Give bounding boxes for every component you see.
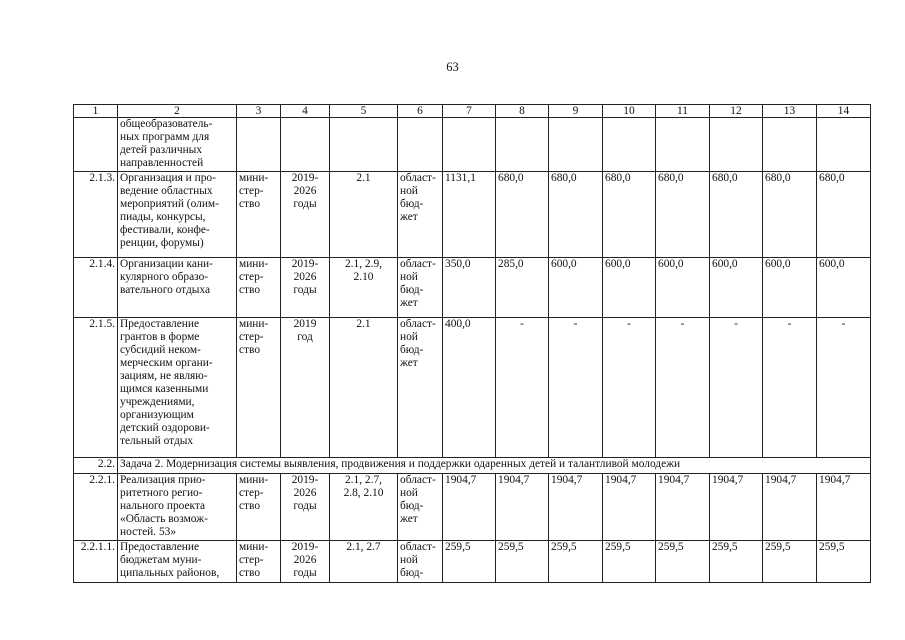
period: 2019- 2026 годы xyxy=(281,474,330,541)
budget-value: 1131,1 xyxy=(443,172,496,258)
activity-name: Организации кани- кулярного образо- вательного отдыха xyxy=(118,258,237,318)
budget-value: 259,5 xyxy=(656,541,710,583)
column-number-cell: 7 xyxy=(443,105,496,118)
table-row xyxy=(74,172,871,258)
budget-value: 600,0 xyxy=(763,258,817,318)
task-row xyxy=(74,458,871,474)
column-number-cell: 1 xyxy=(74,105,118,118)
budget-value: 259,5 xyxy=(817,541,871,583)
target-indicator xyxy=(330,118,398,172)
budget-value: 680,0 xyxy=(496,172,549,258)
row-number: 2.2.1.1. xyxy=(74,541,118,583)
funding-source: област- ной бюд- жет xyxy=(398,258,443,318)
budget-value: 600,0 xyxy=(710,258,763,318)
target-indicator: 2.1, 2.9, 2.10 xyxy=(330,258,398,318)
budget-value: 259,5 xyxy=(603,541,656,583)
table-row xyxy=(74,541,871,583)
budget-value: 680,0 xyxy=(549,172,603,258)
row-number: 2.2. xyxy=(74,458,118,474)
column-number-cell: 3 xyxy=(237,105,281,118)
budget-value: 1904,7 xyxy=(496,474,549,541)
budget-value: 600,0 xyxy=(656,258,710,318)
budget-value: 1904,7 xyxy=(656,474,710,541)
budget-value xyxy=(763,118,817,172)
budget-value: 680,0 xyxy=(817,172,871,258)
budget-value: - xyxy=(603,318,656,458)
executor: мини- стер- ство xyxy=(237,318,281,458)
budget-value: 259,5 xyxy=(710,541,763,583)
column-number-cell: 14 xyxy=(817,105,871,118)
budget-value xyxy=(496,118,549,172)
budget-value: - xyxy=(496,318,549,458)
budget-value xyxy=(710,118,763,172)
column-number-row xyxy=(74,105,871,118)
period xyxy=(281,118,330,172)
program-table xyxy=(73,104,871,583)
target-indicator: 2.1 xyxy=(330,172,398,258)
page-number: 63 xyxy=(446,60,459,74)
column-number-cell: 6 xyxy=(398,105,443,118)
activity-name: Предоставление бюджетам муни- ципальных районов, xyxy=(118,541,237,583)
period: 2019 год xyxy=(281,318,330,458)
executor: мини- стер- ство xyxy=(237,541,281,583)
budget-value: - xyxy=(817,318,871,458)
period: 2019- 2026 годы xyxy=(281,172,330,258)
executor: мини- стер- ство xyxy=(237,172,281,258)
budget-value: - xyxy=(710,318,763,458)
budget-value: 680,0 xyxy=(603,172,656,258)
budget-value: - xyxy=(549,318,603,458)
budget-value: 285,0 xyxy=(496,258,549,318)
budget-value: 400,0 xyxy=(443,318,496,458)
budget-value: - xyxy=(656,318,710,458)
column-number-cell: 4 xyxy=(281,105,330,118)
budget-value: 1904,7 xyxy=(763,474,817,541)
funding-source: област- ной бюд- xyxy=(398,541,443,583)
activity-name: Организация и про- ведение областных мероприятий (олим- пиады, конкурсы, фестивали, конфе- ренции, форумы) xyxy=(118,172,237,258)
column-number-cell: 13 xyxy=(763,105,817,118)
executor: мини- стер- ство xyxy=(237,474,281,541)
column-number-cell: 2 xyxy=(118,105,237,118)
table-row xyxy=(74,474,871,541)
budget-value xyxy=(817,118,871,172)
row-number: 2.1.5. xyxy=(74,318,118,458)
row-number: 2.1.3. xyxy=(74,172,118,258)
task-title: Задача 2. Модернизация системы выявления, продвижения и поддержки одаренных детей и талантливой молодежи xyxy=(118,458,871,474)
budget-value xyxy=(603,118,656,172)
budget-value: 600,0 xyxy=(817,258,871,318)
budget-value: 1904,7 xyxy=(817,474,871,541)
column-number-cell: 5 xyxy=(330,105,398,118)
budget-value: 350,0 xyxy=(443,258,496,318)
budget-value: 1904,7 xyxy=(549,474,603,541)
budget-value: 259,5 xyxy=(549,541,603,583)
funding-source: област- ной бюд- жет xyxy=(398,474,443,541)
budget-value: 1904,7 xyxy=(710,474,763,541)
budget-value: 600,0 xyxy=(603,258,656,318)
target-indicator: 2.1, 2.7 xyxy=(330,541,398,583)
budget-value: 259,5 xyxy=(496,541,549,583)
funding-source: област- ной бюд- жет xyxy=(398,172,443,258)
table-row xyxy=(74,258,871,318)
column-number-cell: 12 xyxy=(710,105,763,118)
activity-name: Реализация прио- ритетного регио- нального проекта «Область возмож- ностей. 53» xyxy=(118,474,237,541)
funding-source xyxy=(398,118,443,172)
budget-value: 600,0 xyxy=(549,258,603,318)
executor: мини- стер- ство xyxy=(237,258,281,318)
row-number: 2.1.4. xyxy=(74,258,118,318)
period: 2019- 2026 годы xyxy=(281,258,330,318)
budget-value: 680,0 xyxy=(710,172,763,258)
column-number-cell: 8 xyxy=(496,105,549,118)
table-row xyxy=(74,318,871,458)
budget-value xyxy=(656,118,710,172)
funding-source: област- ной бюд- жет xyxy=(398,318,443,458)
row-number: 2.2.1. xyxy=(74,474,118,541)
budget-value: - xyxy=(763,318,817,458)
target-indicator: 2.1 xyxy=(330,318,398,458)
activity-name: общеобразователь- ных программ для детей различных направленностей xyxy=(118,118,237,172)
budget-value xyxy=(443,118,496,172)
column-number-cell: 9 xyxy=(549,105,603,118)
column-number-cell: 10 xyxy=(603,105,656,118)
table-row xyxy=(74,118,871,172)
budget-value: 1904,7 xyxy=(443,474,496,541)
column-number-cell: 11 xyxy=(656,105,710,118)
row-number xyxy=(74,118,118,172)
budget-value: 259,5 xyxy=(763,541,817,583)
budget-value: 259,5 xyxy=(443,541,496,583)
target-indicator: 2.1, 2.7, 2.8, 2.10 xyxy=(330,474,398,541)
budget-value: 680,0 xyxy=(763,172,817,258)
budget-value: 1904,7 xyxy=(603,474,656,541)
activity-name: Предоставление грантов в форме субсидий неком- мерческим органи- зациям, не являю- щимся казенными учреждениями, организующим детский оздорови- тельный отдых xyxy=(118,318,237,458)
period: 2019- 2026 годы xyxy=(281,541,330,583)
budget-value xyxy=(549,118,603,172)
executor xyxy=(237,118,281,172)
budget-value: 680,0 xyxy=(656,172,710,258)
